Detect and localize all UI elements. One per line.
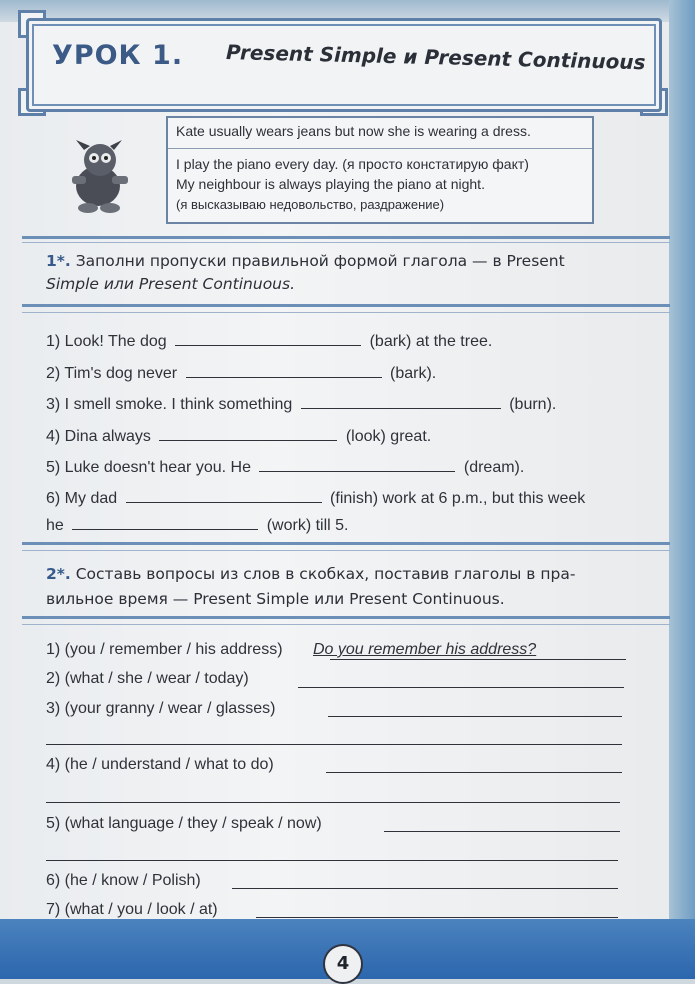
- task2-instruction-b: вильное время — Present Simple или Present Continuous.: [46, 590, 505, 608]
- task2-instruction: [46, 565, 575, 583]
- item-text: 3) I smell smoke. I think something: [46, 396, 293, 413]
- task2-item: 7) (what / you / look / at): [46, 901, 218, 918]
- rule-example-1: Kate usually wears jeans but now she is wearing a dress.: [176, 123, 531, 139]
- task1-item: [46, 394, 556, 414]
- answer-line[interactable]: [326, 772, 622, 773]
- cartoon-mascot-icon: [64, 136, 134, 216]
- section-divider: [22, 242, 670, 243]
- task2-item: 2) (what / she / wear / today): [46, 670, 249, 687]
- rule-box: [166, 116, 594, 224]
- answer-blank[interactable]: [301, 394, 501, 409]
- answer-line[interactable]: [328, 716, 622, 717]
- section-divider: [22, 312, 670, 313]
- answer-blank[interactable]: [126, 488, 322, 503]
- section-divider: [22, 550, 670, 551]
- item-text: (work) till 5.: [266, 517, 349, 534]
- sample-answer: Do you remember his address?: [312, 641, 537, 658]
- item-text: (burn).: [509, 396, 557, 413]
- rule-example-3: My neighbour is always playing the piano at night.: [176, 176, 485, 192]
- item-text: 4) Dina always: [46, 428, 151, 445]
- task1-item: [46, 426, 431, 446]
- answer-blank[interactable]: [159, 426, 337, 441]
- item-text: 5) Luke doesn't hear you. He: [46, 459, 251, 476]
- item-text: (finish) work at 6 p.m., but this week: [330, 490, 586, 507]
- task1-number: 1*.: [46, 252, 71, 270]
- answer-line[interactable]: [46, 802, 620, 803]
- lesson-number: УРОК 1.: [52, 40, 184, 71]
- task1-instruction-b: Simple или Present Continuous.: [46, 275, 295, 293]
- item-text: 2) Tim's dog never: [46, 365, 178, 382]
- item-text: (bark) at the tree.: [369, 333, 493, 350]
- answer-line[interactable]: [256, 917, 618, 918]
- answer-blank[interactable]: [175, 331, 361, 346]
- answer-line[interactable]: [298, 687, 624, 688]
- task1-item: [46, 488, 585, 508]
- section-divider: [22, 542, 670, 545]
- answer-line[interactable]: [232, 888, 618, 889]
- task1-item: [46, 515, 348, 535]
- answer-line[interactable]: [46, 744, 622, 745]
- task1-item: [46, 363, 436, 383]
- rule-example-4: (я высказываю недовольство, раздражение): [176, 197, 445, 212]
- answer-blank[interactable]: [186, 363, 382, 378]
- rule-example-2: I play the piano every day. (я просто констатирую факт): [176, 156, 529, 172]
- item-text: 6) My dad: [46, 490, 118, 507]
- task2-item: 4) (he / understand / what to do): [46, 756, 274, 773]
- item-text: he: [46, 517, 64, 534]
- task2-item: [46, 641, 536, 659]
- section-divider: [22, 616, 670, 619]
- section-divider: [22, 304, 670, 307]
- answer-blank[interactable]: [259, 457, 455, 472]
- task2-instruction-a: Составь вопросы из слов в скобках, поставив глаголы в пра-: [75, 565, 576, 583]
- item-text: 1) (you / remember / his address): [46, 641, 283, 658]
- section-divider: [22, 236, 670, 239]
- item-text: 1) Look! The dog: [46, 333, 167, 350]
- section-divider: [22, 624, 670, 625]
- task1-item: [46, 331, 492, 351]
- answer-line[interactable]: [330, 659, 626, 660]
- item-text: (dream).: [463, 459, 525, 476]
- task2-number: 2*.: [46, 565, 71, 583]
- page-number: 4: [323, 944, 363, 984]
- answer-line[interactable]: [46, 860, 618, 861]
- task1-item: [46, 457, 524, 477]
- task2-item: 5) (what language / they / speak / now): [46, 815, 322, 832]
- answer-line[interactable]: [384, 831, 620, 832]
- lesson-title: Present Simple и Present Continuous: [225, 40, 646, 75]
- task1-instruction-a: Заполни пропуски правильной формой глагола — в Present: [75, 252, 565, 270]
- task2-item: 3) (your granny / wear / glasses): [46, 700, 276, 717]
- rule-divider: [168, 148, 592, 149]
- item-text: (look) great.: [345, 428, 432, 445]
- task2-item: 6) (he / know / Polish): [46, 872, 201, 889]
- answer-blank[interactable]: [72, 515, 258, 530]
- task1-instruction: [46, 252, 565, 270]
- page-edge: [669, 0, 695, 979]
- item-text: (bark).: [390, 365, 437, 382]
